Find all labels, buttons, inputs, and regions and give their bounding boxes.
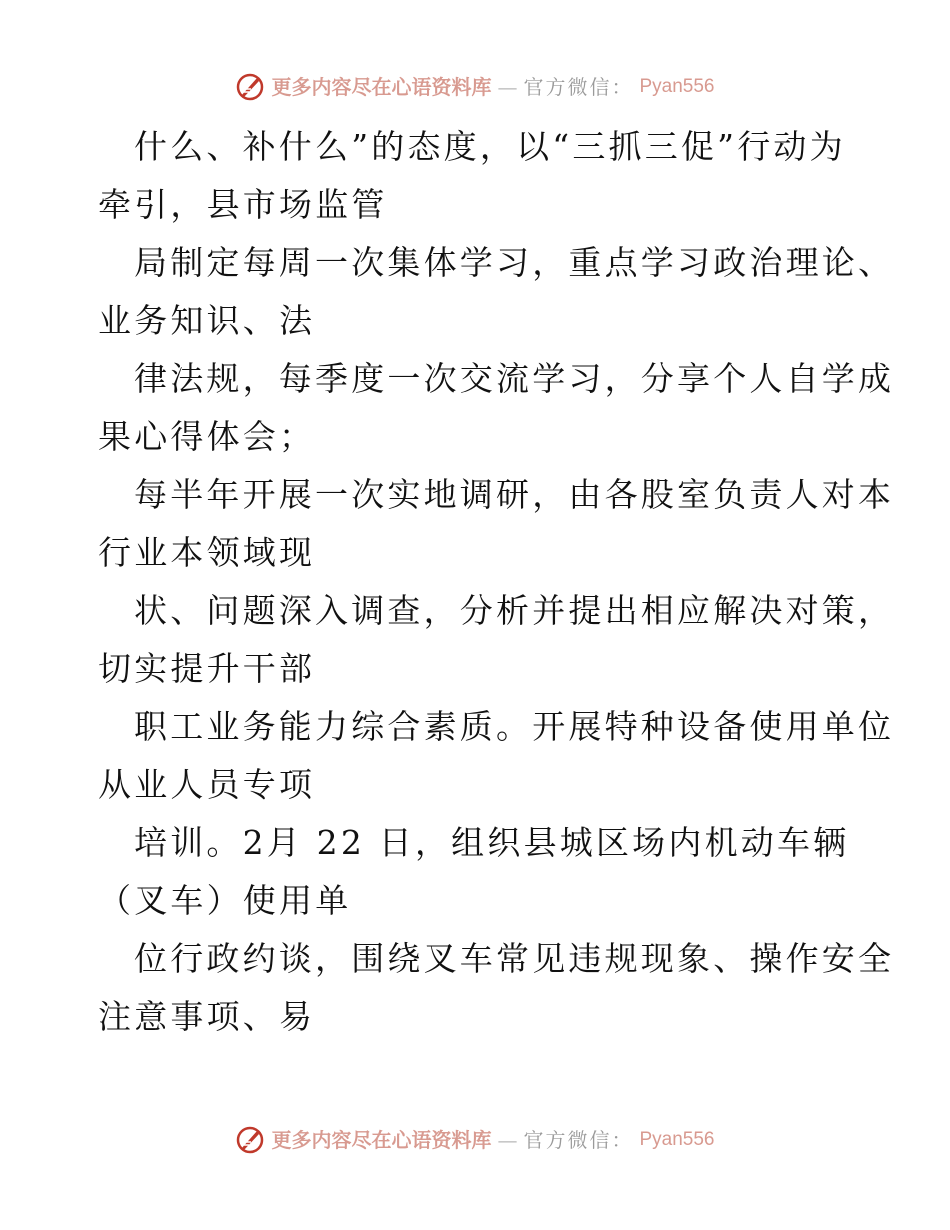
text-line: 职工业务能力综合素质。开展特种设备使用单位 <box>134 707 895 746</box>
text-line: 切实提升干部 <box>98 649 316 688</box>
text-line: 果心得体会； <box>98 417 316 456</box>
watermark-text: 更多内容尽在心语资料库 <box>271 1128 492 1152</box>
text-line: 业务知识、法 <box>98 301 316 340</box>
watermark-label: 官方微信： <box>523 1128 634 1152</box>
text-line: 局制定每周一次集体学习，重点学习政治理论、 <box>134 243 895 282</box>
text-line: 培训。2月 22 日，组织县城区场内机动车辆 <box>134 823 850 862</box>
watermark-label: 官方微信： <box>523 75 634 99</box>
watermark-dash: — <box>497 1128 518 1152</box>
feather-pen-logo-icon <box>235 1125 265 1155</box>
text-line: 每半年开展一次实地调研，由各股室负责人对本 <box>134 475 895 514</box>
footer-watermark <box>0 1125 950 1155</box>
watermark-text: 更多内容尽在心语资料库 <box>271 75 492 99</box>
watermark-id: Pyan556 <box>639 76 715 97</box>
text-line: 位行政约谈，围绕叉车常见违规现象、操作安全 <box>134 939 895 978</box>
text-line: 律法规，每季度一次交流学习，分享个人自学成 <box>134 359 895 398</box>
text-line: 状、问题深入调查，分析并提出相应解决对策， <box>134 591 895 630</box>
text-line: 什么、补什么”的态度，以“三抓三促”行动为 <box>134 127 846 166</box>
header-watermark <box>0 72 950 102</box>
watermark-dash: — <box>497 75 518 99</box>
text-line: 牵引，县市场监管 <box>98 185 388 224</box>
watermark-id: Pyan556 <box>639 1129 715 1150</box>
document-body <box>98 118 895 1046</box>
text-line: 注意事项、易 <box>98 997 316 1036</box>
text-line: （叉车）使用单 <box>98 881 352 920</box>
text-line: 行业本领域现 <box>98 533 316 572</box>
text-line: 从业人员专项 <box>98 765 316 804</box>
feather-pen-logo-icon <box>235 72 265 102</box>
